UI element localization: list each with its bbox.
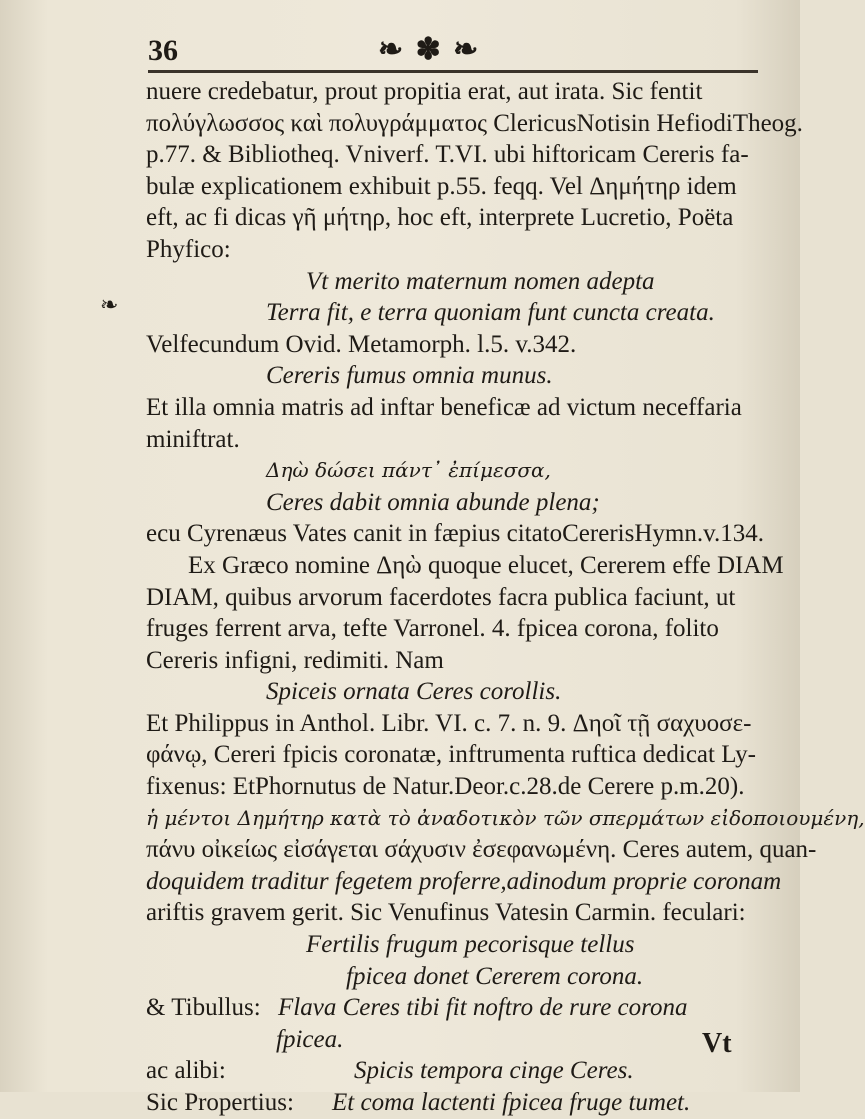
tibullus-line bbox=[146, 992, 786, 1024]
text-line: DIAM, quibus arvorum facerdotes facra publica faciunt, ut bbox=[146, 583, 736, 611]
greek-line: ἡ μέντοι Δημήτηρ κατὰ τὸ ἀναδοτικὸν τῶν σπερμάτων εἰδοποιουμένη, bbox=[146, 805, 865, 830]
text-line: p.77. & Bibliotheq. Vniverf. T.VI. ubi hiftoricam Cereris fa- bbox=[146, 141, 749, 169]
citation-label: Sic Propertius: bbox=[146, 1089, 294, 1116]
alibi-line bbox=[146, 1055, 786, 1087]
verse-line: fpicea. bbox=[276, 1025, 344, 1053]
page-header bbox=[148, 30, 780, 74]
text-line: Phyfico: bbox=[146, 235, 231, 263]
greek-verse: Δηὼ δώσει πάντ᾽ ἐπίμεσσα, bbox=[266, 458, 551, 483]
text-line: Ex Græco nomine Δηὼ quoque elucet, Cererem effe DIAM bbox=[188, 551, 784, 579]
propertius-line bbox=[146, 1087, 786, 1119]
text-line: eft, ac fi dicas γῆ μήτηρ, hoc eft, interprete Lucretio, Poëta bbox=[146, 204, 734, 232]
text-line: ariftis gravem gerit. Sic Venufinus Vatesin Carmin. feculari: bbox=[146, 899, 746, 927]
verse-line: Cereris fumus omnia munus. bbox=[266, 362, 553, 390]
text-body bbox=[146, 76, 865, 1119]
text-line: ecu Cyrenæus Vates canit in fæpius citatoCererisHymn.v.134. bbox=[146, 520, 764, 548]
text-line: miniftrat. bbox=[146, 425, 240, 453]
text-line: fixenus: EtPhornutus de Natur.Deor.c.28.de Cerere p.m.20). bbox=[146, 773, 745, 801]
text-line: bulæ explicationem exhibuit p.55. feqq. Vel Δημήτηρ idem bbox=[146, 172, 737, 200]
margin-marker: ❧ bbox=[100, 293, 119, 318]
verse-text: Et coma lactenti fpicea fruge tumet. bbox=[332, 1089, 691, 1116]
verse-line: Terra fit, e terra quoniam funt cuncta creata. bbox=[266, 299, 715, 327]
citation-label: ac alibi: bbox=[146, 1057, 226, 1085]
header-ornament: ❧ ✽ ❧ bbox=[378, 32, 480, 67]
verse-line: Vt merito maternum nomen adepta bbox=[306, 267, 655, 295]
text-line: πάνυ οἰκείως εἰσάγεται σάχυσιν ἐσεφανωμένη. Ceres autem, quan- bbox=[146, 836, 817, 864]
text-line: nuere credebatur, prout propitia erat, aut irata. Sic fentit bbox=[146, 78, 703, 105]
verse-line: Ceres dabit omnia abunde plena; bbox=[266, 488, 600, 516]
header-rule bbox=[148, 70, 758, 73]
page-number: 36 bbox=[148, 34, 178, 67]
catchword: Vt bbox=[702, 1028, 732, 1059]
verse-text: Spicis tempora cinge Ceres. bbox=[354, 1057, 634, 1085]
text-line: Et Philippus in Anthol. Libr. VI. c. 7. n. 9. Δηοῖ τῇ σαχυοσε- bbox=[146, 709, 752, 737]
text-line: Et illa omnia matris ad inftar beneficæ ad victum neceffaria bbox=[146, 393, 742, 421]
citation-label: & Tibullus: bbox=[146, 994, 261, 1022]
text-line: φάνῳ, Cereri fpicis coronatæ, inftrumenta ruftica dedicat Ly- bbox=[146, 741, 756, 769]
verse-line: fpicea donet Cererem corona. bbox=[346, 962, 644, 990]
text-line: Velfecundum Ovid. Metamorph. l.5. v.342. bbox=[146, 330, 577, 358]
verse-line: Fertilis frugum pecorisque tellus bbox=[306, 931, 635, 959]
verse-line: Spiceis ornata Ceres corollis. bbox=[266, 678, 562, 706]
text-line: doquidem traditur fegetem proferre,adinodum proprie coronam bbox=[146, 867, 782, 895]
text-line: Cereris infigni, redimiti. Nam bbox=[146, 646, 444, 674]
text-line: fruges ferrent arva, tefte Varronel. 4. fpicea corona, folito bbox=[146, 615, 719, 643]
text-line: πολύγλωσσος καὶ πολυγράμματος ClericusNotisin HefiodiTheog. bbox=[146, 109, 803, 137]
verse-text: Flava Ceres tibi fit noftro de rure corona bbox=[278, 994, 688, 1022]
